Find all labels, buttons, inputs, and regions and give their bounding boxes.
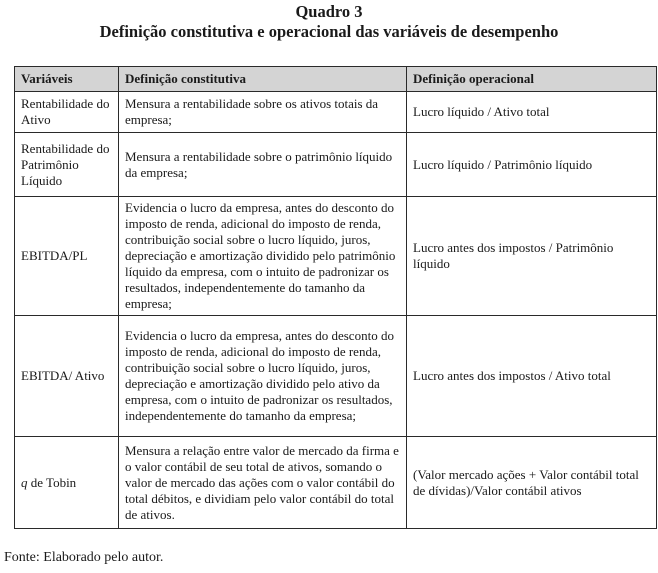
constitutive-cell: Mensura a relação entre valor de mercado da firma e o valor contábil de seu total de ativos, somando o valor de mercado das ações com o valor contábil do total débitos, e dividiam pelo valor contábil do total de ativos.	[119, 437, 407, 529]
variable-cell: EBITDA/ Ativo	[15, 316, 119, 437]
variable-cell: Rentabilidade do Patrimônio Líquido	[15, 133, 119, 197]
operational-cell: Lucro antes dos impostos / Patrimônio líquido	[407, 197, 657, 316]
table-header-row	[15, 67, 657, 92]
caption-number: Quadro 3	[295, 2, 363, 21]
table-row	[15, 316, 657, 437]
header-definicao-operacional: Definição operacional	[407, 67, 657, 92]
header-variaveis: Variáveis	[15, 67, 119, 92]
variable-cell: Rentabilidade do Ativo	[15, 92, 119, 133]
table-row	[15, 133, 657, 197]
variable-cell	[15, 437, 119, 529]
table-caption	[0, 0, 658, 42]
caption-title: Definição constitutiva e operacional das variáveis de desempenho	[99, 22, 559, 41]
constitutive-cell: Mensura a rentabilidade sobre o patrimônio líquido da empresa;	[119, 133, 407, 197]
variable-italic-q: q	[21, 474, 28, 490]
table-row	[15, 92, 657, 133]
variable-label: de Tobin	[30, 474, 77, 490]
operational-cell: Lucro líquido / Patrimônio líquido	[407, 133, 657, 197]
source-note: Fonte: Elaborado pelo autor.	[4, 550, 164, 565]
constitutive-cell: Evidencia o lucro da empresa, antes do desconto do imposto de renda, adicional do imposto de renda, contribuição social sobre o lucro líquido, juros, depreciação e amortização dividido pelo patrimônio líquido da empresa, com o intuito de padronizar os resultados, independentemente do tamanho da empresa;	[119, 197, 407, 316]
variables-table	[14, 66, 657, 529]
variable-cell: EBITDA/PL	[15, 197, 119, 316]
constitutive-cell: Mensura a rentabilidade sobre os ativos totais da empresa;	[119, 92, 407, 133]
table-row	[15, 197, 657, 316]
operational-cell: (Valor mercado ações + Valor contábil total de dívidas)/Valor contábil ativos	[407, 437, 657, 529]
header-definicao-constitutiva: Definição constitutiva	[119, 67, 407, 92]
constitutive-cell: Evidencia o lucro da empresa, antes do desconto do imposto de renda, adicional do imposto de renda, contribuição social sobre o lucro líquido, juros, depreciação e amortização dividido pelo ativo da empresa, com o intuito de padronizar os resultados, independentemente do tamanho da empresa;	[119, 316, 407, 437]
table-row	[15, 437, 657, 529]
operational-cell: Lucro antes dos impostos / Ativo total	[407, 316, 657, 437]
operational-cell: Lucro líquido / Ativo total	[407, 92, 657, 133]
